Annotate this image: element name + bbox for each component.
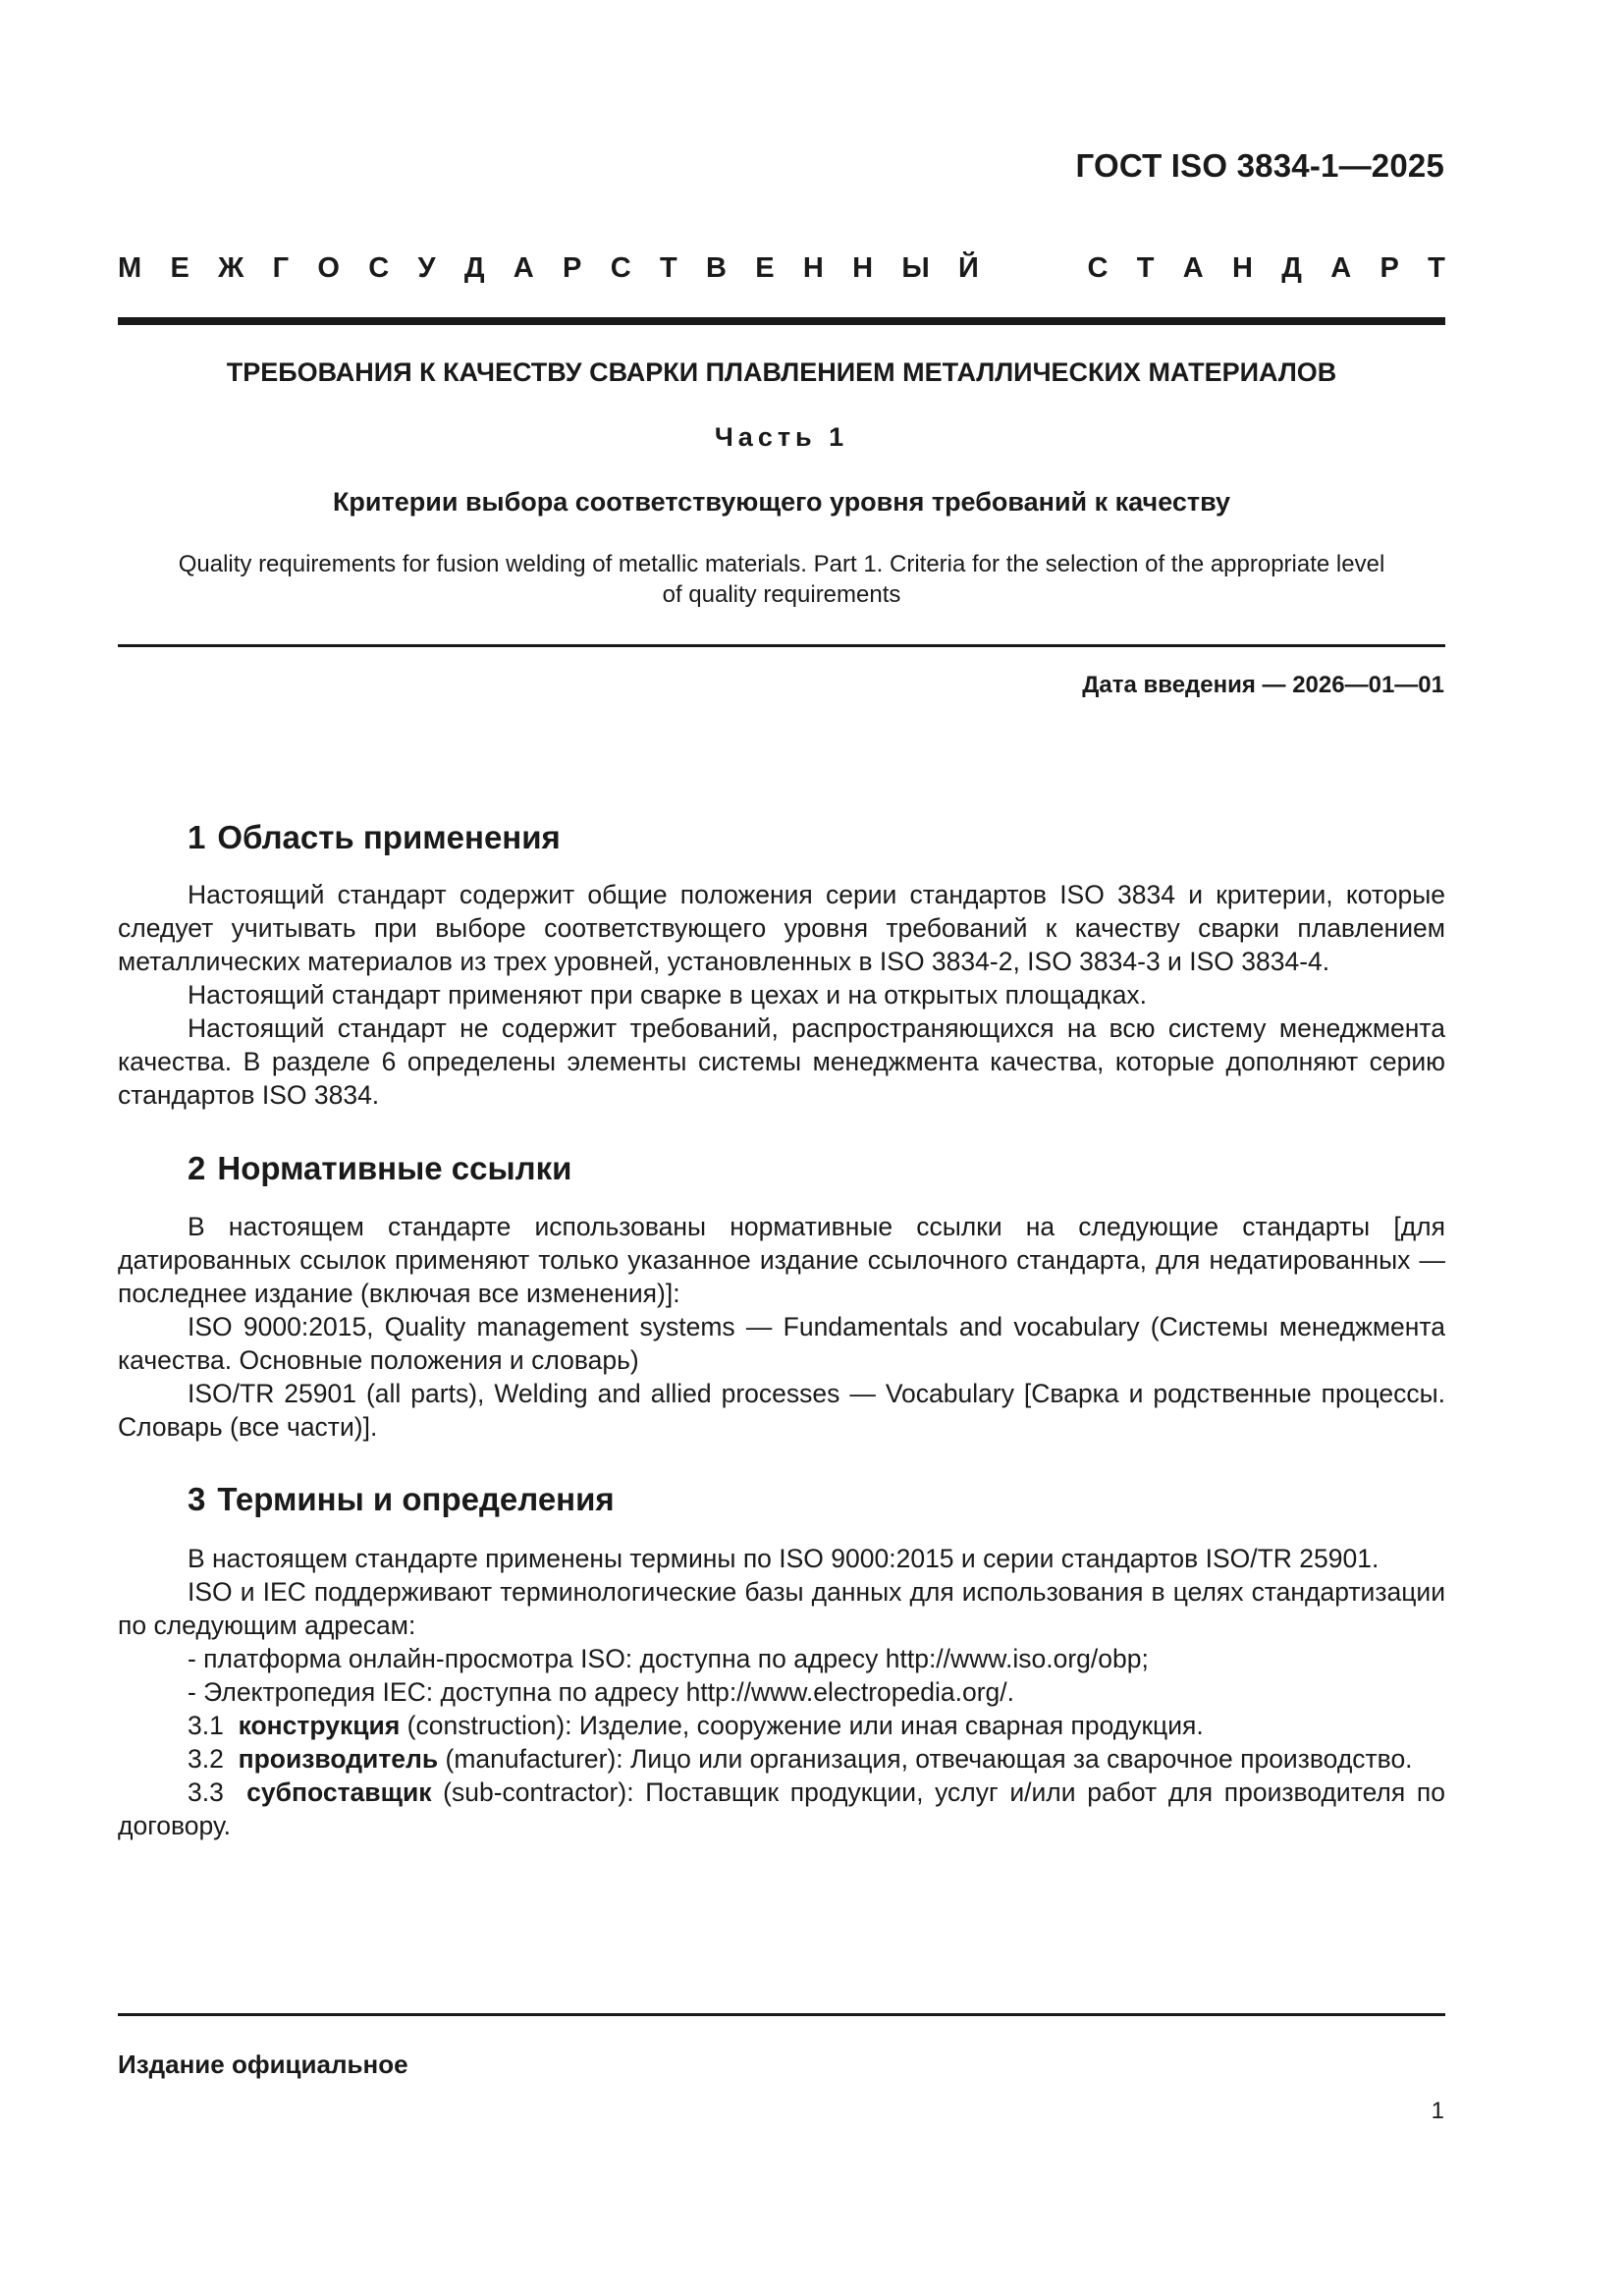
reference-item: ISO 9000:2015, Quality management systems — Fundamentals and vocabulary (Системы менеджмента качества. Основные положения и словарь) (118, 1312, 1445, 1375)
term-definition (118, 1742, 1445, 1776)
word-gap (1007, 252, 1058, 285)
heading-letter: Р (1380, 252, 1399, 284)
term-definition (118, 1776, 1445, 1842)
heading-letter: Р (563, 252, 582, 284)
heading-letter: Е (170, 252, 189, 284)
heading-letter: Д (1281, 252, 1302, 284)
section-3-heading (188, 1481, 615, 1518)
heading-letter: Ы (901, 252, 930, 284)
heading-letter: Ж (218, 252, 244, 284)
document-title: ТРЕБОВАНИЯ К КАЧЕСТВУ СВАРКИ ПЛАВЛЕНИЕМ МЕТАЛЛИЧЕСКИХ МАТЕРИАЛОВ (226, 357, 1337, 387)
paragraph: В настоящем стандарте применены термины по ISO 9000:2015 и серии стандартов ISO/TR 25901. (188, 1544, 1380, 1573)
heading-letter: С (368, 252, 390, 284)
heading-letter: Н (852, 252, 874, 284)
term-text: (construction): Изделие, сооружение или иная сварная продукция. (400, 1711, 1204, 1740)
heading-letter: Й (958, 252, 979, 284)
english-title-line-2: of quality requirements (662, 581, 901, 608)
heading-letter: С (610, 252, 631, 284)
paragraph: Настоящий стандарт не содержит требований, распространяющихся на всю систему менеджмента качества. В разделе 6 определены элементы системы менеджмента качества, которые дополняют серию стандартов ISO 3834. (118, 1013, 1445, 1110)
title-divider-rule (118, 644, 1445, 647)
part-label: Часть 1 (714, 422, 849, 452)
english-title-line-1: Quality requirements for fusion welding of metallic materials. Part 1. Criteria for the selection of the appropriate level (178, 551, 1385, 577)
section-2-heading (188, 1150, 571, 1187)
english-title (128, 549, 1435, 610)
heading-letter: Н (802, 252, 824, 284)
term-number: 3.3 (188, 1777, 224, 1807)
section-1-heading (188, 819, 561, 856)
heading-letter: С (1087, 252, 1109, 284)
term-name: конструкция (238, 1711, 401, 1740)
term-number: 3.2 (188, 1744, 224, 1774)
heading-letter: Т (659, 252, 677, 284)
section-3-body (118, 1542, 1445, 1842)
heading-letter: Т (1136, 252, 1155, 284)
term-number: 3.1 (188, 1711, 224, 1740)
section-number: 2 (188, 1150, 206, 1186)
footer-divider-rule (118, 2013, 1445, 2016)
paragraph: Настоящий стандарт применяют при сварке в цехах и на открытых площадках. (188, 980, 1148, 1010)
section-title: Нормативные ссылки (217, 1150, 572, 1186)
section-title: Термины и определения (217, 1481, 615, 1517)
header-thick-rule (118, 317, 1445, 325)
heading-letter: Н (1232, 252, 1253, 284)
term-name: производитель (238, 1744, 439, 1774)
heading-letter: О (317, 252, 340, 284)
term-definition (118, 1709, 1445, 1742)
standard-designation: ГОСТ ISO 3834-1—2025 (1075, 147, 1444, 184)
document-subtitle: Критерии выбора соответствующего уровня требований к качеству (332, 487, 1231, 517)
heading-letter: В (705, 252, 727, 284)
list-item: - платформа онлайн-просмотра ISO: доступна по адресу http://www.iso.org/obp; (188, 1644, 1149, 1673)
term-name: субпоставщик (246, 1777, 432, 1807)
paragraph: Настоящий стандарт содержит общие положения серии стандартов ISO 3834 и критерии, которые следует учитывать при выборе соответствующего уровня требований к качеству сварки плавлением металлических материалов из трех уровней, установленных в ISO 3834-2, ISO 3834-3 и ISO 3834-4. (118, 880, 1445, 976)
list-item: - Электропедия IEC: доступна по адресу http://www.electropedia.org/. (188, 1677, 1015, 1707)
heading-letter: М (118, 252, 142, 284)
page-number: 1 (1431, 2098, 1444, 2124)
heading-letter: А (513, 252, 534, 284)
paragraph: ISO и IEC поддерживают терминологические базы данных для использования в целях стандартизации по следующим адресам: (118, 1577, 1445, 1640)
paragraph: В настоящем стандарте использованы нормативные ссылки на следующие стандарты [для датированных ссылок применяют только указанное издание ссылочного стандарта, для недатированных — последнее издание (включая все изменения)]: (118, 1212, 1445, 1308)
standard-type-heading (118, 252, 1445, 285)
heading-letter: Т (1428, 252, 1445, 284)
reference-item: ISO/TR 25901 (all parts), Welding and allied processes — Vocabulary [Сварка и родственные процессы. Словарь (все части)]. (118, 1379, 1445, 1442)
heading-letter: А (1330, 252, 1352, 284)
section-1-body (118, 878, 1445, 1112)
term-text: (sub-contractor): Поставщик продукции, услуг и/или работ для производителя по договору. (118, 1777, 1445, 1840)
term-text: (manufacturer): Лицо или организация, отвечающая за сварочное производство. (438, 1744, 1413, 1774)
section-number: 1 (188, 819, 206, 855)
heading-letter: А (1182, 252, 1204, 284)
introduction-date: Дата введения — 2026—01—01 (1082, 672, 1444, 698)
heading-letter: Д (463, 252, 485, 284)
section-title: Область применения (217, 819, 561, 855)
heading-letter: Е (755, 252, 775, 284)
heading-letter: У (417, 252, 436, 284)
section-2-body (118, 1210, 1445, 1444)
section-number: 3 (188, 1481, 206, 1517)
edition-label: Издание официальное (118, 2050, 408, 2079)
heading-letter: Г (272, 252, 290, 284)
